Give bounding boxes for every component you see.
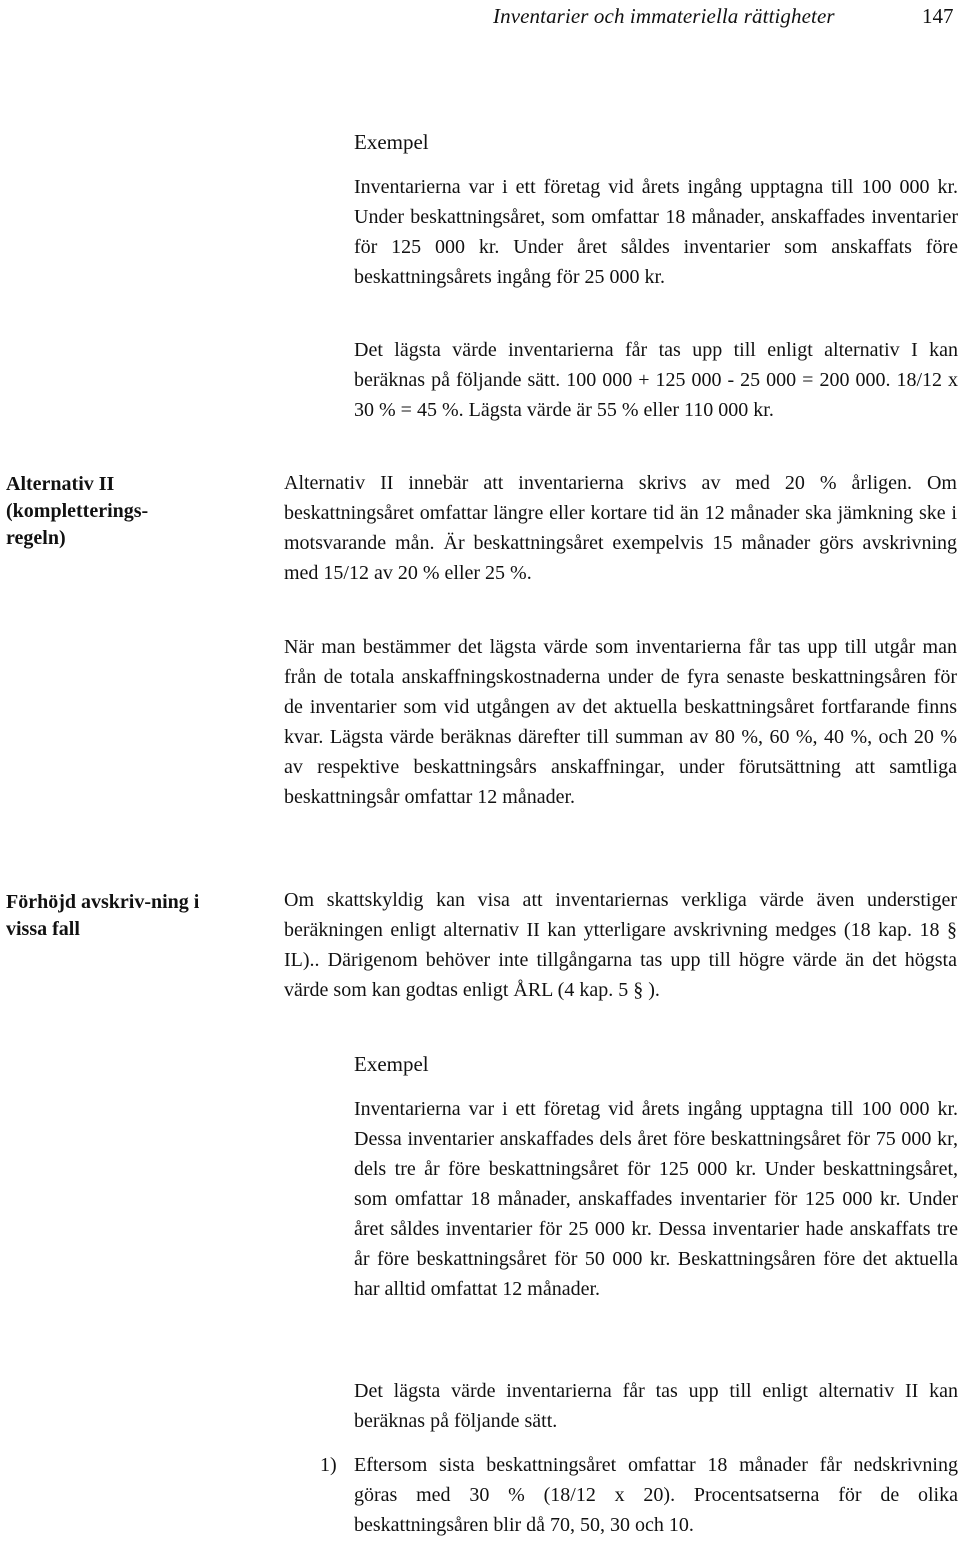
page-number: 147: [922, 4, 954, 28]
list-item-number: 1): [320, 1454, 337, 1476]
running-title: Inventarier och immateriella rättigheter: [493, 4, 835, 28]
paragraph-lowest-value: När man bestämmer det lägsta värde som inventarierna får tas upp till utgår man från de totala anskaffningskostnaderna under de fyra senaste beskattningsåren för de inventarier som vid utgången av det aktuella beskattningsåret fortfarande finns kvar. Lägsta värde beräknas därefter till summan av 80 %, 60 %, 40 %, och 20 % av respektive beskattningsårs anskaffningar, under förutsättning att samtliga beskattningsår omfattar 12 månader.: [284, 636, 957, 808]
example-2-label: Exempel: [354, 1052, 429, 1076]
margin-note-alternativ-ii: Alternativ II (kompletterings-regeln): [6, 473, 149, 549]
example-1-label: Exempel: [354, 130, 429, 154]
example-2-paragraph-2: Det lägsta värde inventarierna får tas upp till enligt alternativ II kan beräknas på följande sätt.: [354, 1380, 958, 1432]
page-header: [0, 0, 960, 42]
example-2-paragraph-1: Inventarierna var i ett företag vid årets ingång upptagna till 100 000 kr. Dessa inventarier anskaffades dels året före beskattningsåret för 75 000 kr, dels tre år före beskattningsåret för 125 000 kr. Under beskattningsåret, som omfattar 18 månader, anskaffades inventarier för 125 000 kr. Under året såldes inventarier för 25 000 kr. Dessa inventarier hade anskaffats tre år före beskattningsåret för 50 000 kr. Beskattningsåren före det aktuella har alltid omfattat 12 månader.: [354, 1098, 958, 1300]
example-1-paragraph-2: Det lägsta värde inventarierna får tas upp till enligt alternativ I kan beräknas på följande sätt. 100 000 + 125 000 - 25 000 = 200 000. 18/12 x 30 % = 45 %. Lägsta värde är 55 % eller 110 000 kr.: [354, 339, 958, 421]
list-item-text: Eftersom sista beskattningsåret omfattar 18 månader får nedskrivning göras med 30 % (18/12 x 20). Procentsatserna för de olika beskattningsåren blir då 70, 50, 30 och 10.: [354, 1454, 958, 1536]
margin-note-forhojd-avskrivning: Förhöjd avskriv-ning i vissa fall: [6, 891, 200, 940]
paragraph-extra-depreciation: Om skattskyldig kan visa att inventariernas verkliga värde även understiger beräkningen enligt alternativ II kan ytterligare avskrivning medges (18 kap. 18 § IL).. Därigenom behöver inte tillgångarna tas upp till högre värde än det högsta värde som kan godtas enligt ÅRL (4 kap. 5 § ).: [284, 889, 957, 1001]
paragraph-alternativ-ii: Alternativ II innebär att inventarierna skrivs av med 20 % årligen. Om beskattningsåret omfattar längre eller kortare tid än 12 månader ska jämkning ske i motsvarande mån. Är beskattningsåret exempelvis 15 månader görs avskrivning med 15/12 av 20 % eller 25 %.: [284, 472, 957, 584]
example-1-paragraph-1: Inventarierna var i ett företag vid årets ingång upptagna till 100 000 kr. Under beskattningsåret, som omfattar 18 månader, anskaffades inventarier för 125 000 kr. Under året såldes inventarier som anskaffats före beskattningsårets ingång för 25 000 kr.: [354, 176, 958, 288]
